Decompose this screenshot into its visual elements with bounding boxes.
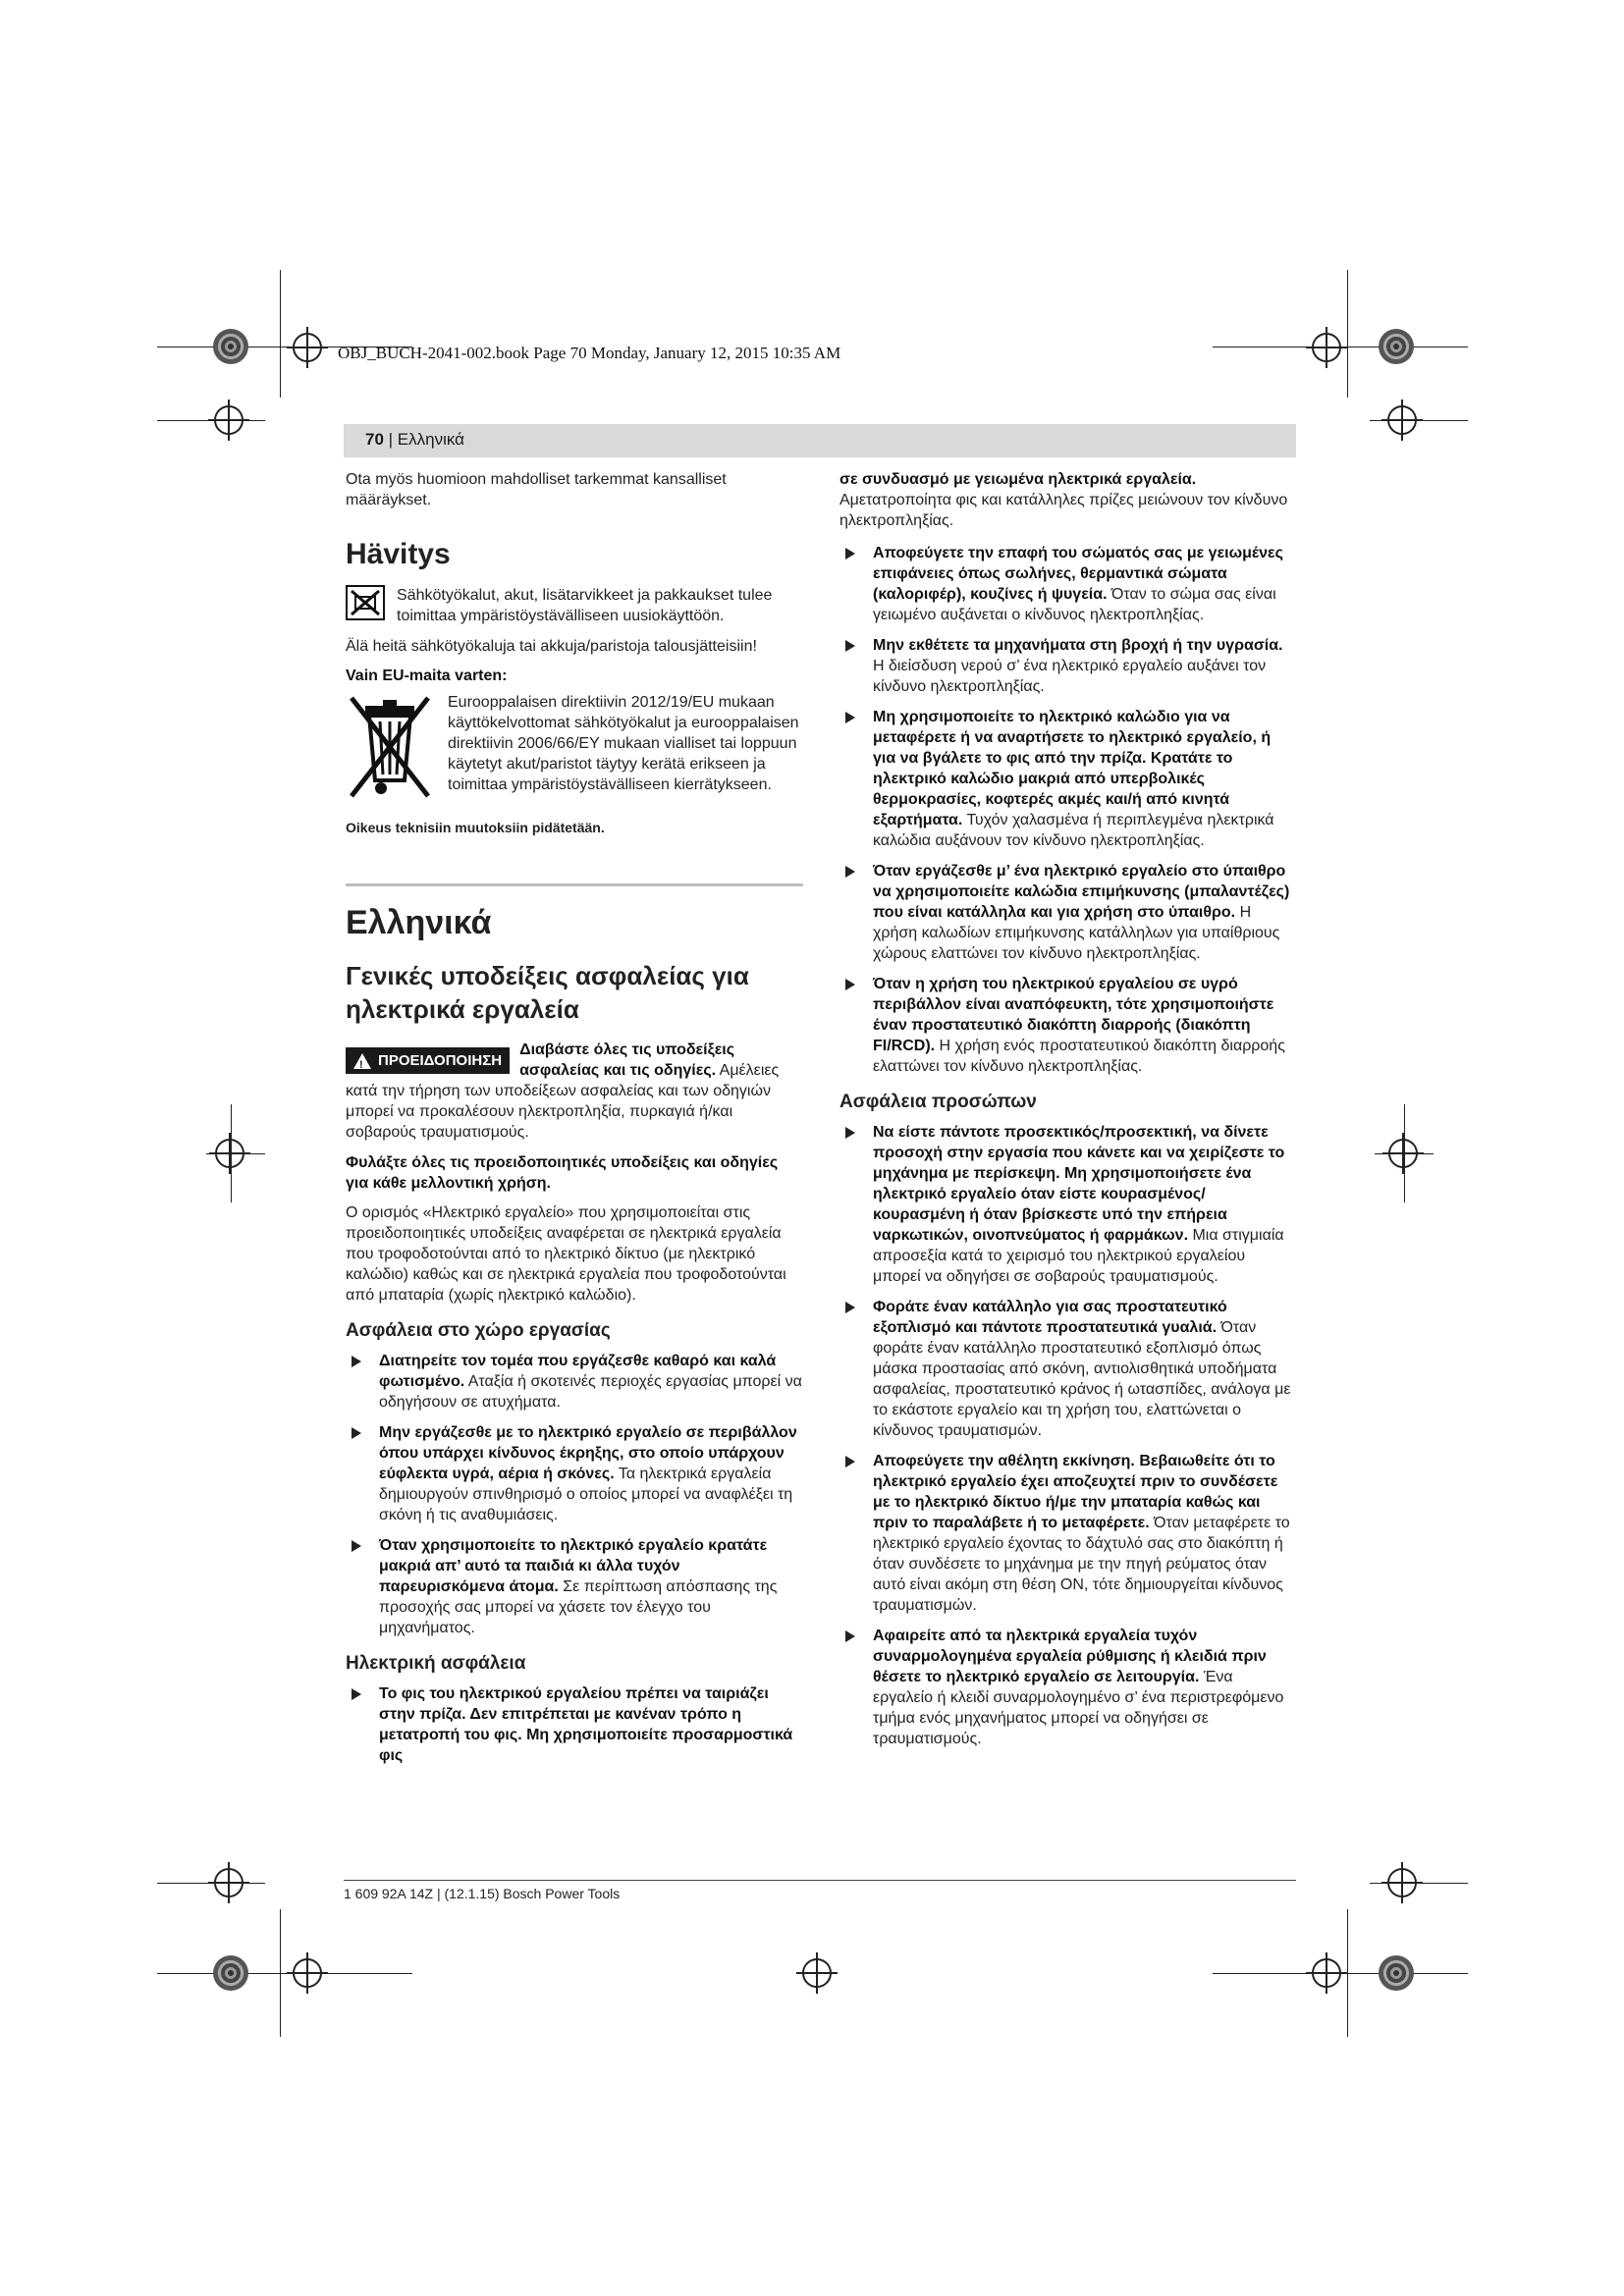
book-file-line: OBJ_BUCH-2041-002.book Page 70 Monday, January 12, 2015 10:35 AM	[338, 344, 841, 362]
weee-row	[346, 692, 803, 808]
registration-crosshair-icon	[293, 333, 322, 362]
general-safety-heading: Γενικές υποδείξεις ασφαλείας για ηλεκτρικά εργαλεία	[346, 961, 749, 1024]
work-area-list	[346, 1351, 803, 1638]
item-text: Σε περίπτωση απόσπασης της προσοχής σας μπορεί να χάσετε τον έλεγχο του μηχανήματος.	[379, 1578, 778, 1636]
list-item	[839, 707, 1293, 851]
list-item	[839, 1626, 1293, 1749]
personal-safety-list	[839, 1122, 1293, 1749]
definition-paragraph: Ο ορισμός «Ηλεκτρικό εργαλείο» που χρησιμοποιείται στις προειδοποιητικές υποδείξεις αναφέρεται σε ηλεκτρικά εργαλεία που τροφοδοτούνται από το ηλεκτρικό δίκτυο (με ηλεκτρικό καλώδιο) καθώς και σε ηλεκτρικά εργαλεία που τροφοδοτούνται από μπαταρία (χωρίς ηλεκτρικό καλώδιο).	[346, 1204, 786, 1304]
personal-safety-heading: Ασφάλεια προσώπων	[839, 1092, 1037, 1112]
header-section: Ελληνικά	[397, 430, 464, 449]
item-text: Η διείσδυση νερού σ’ ένα ηλεκτρικό εργαλείο αυξάνει τον κίνδυνο ηλεκτροπληξίας.	[873, 658, 1267, 695]
registration-crosshair-icon	[1312, 1958, 1341, 1988]
list-item	[346, 1535, 803, 1638]
list-item	[839, 974, 1293, 1077]
registration-rosette-icon	[1379, 1955, 1414, 1991]
item-bold: Το φις του ηλεκτρικού εργαλείου πρέπει να ταιριάζει στην πρίζα. Δεν επιτρέπεται με κανέναν τρόπο η μετατροπή του φις. Μη χρησιμοποιείτε προσαρμοστικά φις	[379, 1685, 793, 1764]
item-bold: Μην εκθέτετε τα μηχανήματα στη βροχή ή την υγρασία.	[873, 637, 1283, 654]
list-item	[346, 1683, 803, 1766]
electrical-list-start	[346, 1683, 803, 1766]
item-bold: Να είστε πάντοτε προσεκτικός/προσεκτική, να δίνετε προσοχή στην εργασία που κάνετε και να χειρίζεστε το μηχάνημα με περίσκεψη. Μη χρησιμοποιήσετε ένα ηλεκτρικό εργαλείο όταν είστε κουρασμένος/κουρασμένη ή όταν βρίσκεστε υπό την επήρεια ναρκωτικών, οινοπνεύματος ή φαρμάκων.	[873, 1124, 1285, 1244]
item-bold: Όταν εργάζεσθε μ’ ένα ηλεκτρικό εργαλείο στο ύπαιθρο να χρησιμοποιείτε καλώδια επιμήκυνσης (μπαλαντέζες) που είναι κατάλληλα και για χρήση στο ύπαιθρο.	[873, 863, 1290, 921]
eu-directive-text: Eurooppalaisen direktiivin 2012/19/EU mukaan käyttökelvottomat sähkötyökalut ja eurooppalaisen direktiivin 2006/66/EY mukaan vialliset tai loppuun käytetyt akut/paristot täytyy kerätä erikseen ja toimittaa ympäristöystävälliseen kierrätykseen.	[448, 694, 799, 793]
item-text: Αμετατροποίητα φις και κατάλληλες πρίζες μειώνουν τον κίνδυνο ηλεκτροπληξίας.	[839, 492, 1288, 529]
disposal-row	[346, 585, 803, 626]
item-text: Η χρήση καλωδίων επιμήκυνσης κατάλληλων για υπαίθριους χώρους ελαττώνει τον κίνδυνο ηλεκτροπληξίας.	[873, 904, 1280, 962]
registration-crosshair-icon	[802, 1958, 832, 1988]
footer-text: 1 609 92A 14Z | (12.1.15) Bosch Power Tools	[344, 1886, 621, 1901]
item-text: Όταν φοράτε έναν κατάλληλο προστατευτικό εξοπλισμό όπως μάσκα προστασίας από σκόνη, αντιολισθητικά υποδήματα ασφαλείας, προστατευτικό κράνος ή ωτασπίδες, ανάλογα με το εκάστοτε εργαλείο και τη χρήση του, ελαττώνεται ο κίνδυνος τραυματισμών.	[873, 1319, 1291, 1439]
list-item	[346, 1422, 803, 1525]
item-text: Όταν το σώμα σας είναι γειωμένο αυξάνεται ο κίνδυνος ηλεκτροπληξίας.	[873, 586, 1276, 623]
list-item	[346, 1351, 803, 1413]
section-divider	[346, 883, 803, 886]
warning-body-text: Αμέλειες κατά την τήρηση των υποδείξεων ασφαλείας και των οδηγιών μπορεί να προκαλέσουν ηλεκτροπληξία, πυρκαγιά ή/και σοβαρούς τραυματισμούς.	[346, 1062, 780, 1141]
eu-heading: Vain EU-maita varten:	[346, 667, 508, 684]
registration-crosshair-icon	[1387, 1868, 1417, 1897]
household-waste-warning: Älä heitä sähkötyökaluja tai akkuja/paristoja talousjätteisiin!	[346, 638, 757, 655]
list-item	[839, 1451, 1293, 1616]
warning-label: ΠΡΟΕΙΔΟΠΟΙΗΣΗ	[378, 1052, 503, 1069]
work-area-heading: Ασφάλεια στο χώρο εργασίας	[346, 1320, 611, 1341]
list-item	[839, 1122, 1293, 1287]
registration-crosshair-icon	[215, 1139, 244, 1168]
greek-section-heading: Ελληνικά	[346, 904, 492, 941]
item-text: Τα ηλεκτρικά εργαλεία δημιουργούν σπινθηρισμό ο οποίος μπορεί να αναφλέξει τη σκόνη ή τις αναθυμιάσεις.	[379, 1466, 793, 1523]
registration-crosshair-icon	[1312, 333, 1341, 362]
list-item	[839, 1297, 1293, 1441]
item-text: Μια στιγμιαία απροσεξία κατά το χειρισμό του ηλεκτρικού εργαλείου μπορεί να οδηγήσει σε σοβαρούς τραυματισμούς.	[873, 1227, 1284, 1285]
registration-crosshair-icon	[214, 405, 244, 435]
header-separator: |	[383, 430, 398, 449]
continued-paragraph	[839, 469, 1293, 531]
electrical-safety-heading: Ηλεκτρική ασφάλεια	[346, 1653, 526, 1674]
registration-crosshair-icon	[214, 1868, 244, 1897]
recycle-packaging-icon	[346, 585, 385, 626]
page-header-label	[365, 430, 464, 450]
rights-reserved: Oikeus teknisiin muutoksiin pidätetään.	[346, 820, 605, 835]
item-text: Αταξία ή σκοτεινές περιοχές εργασίας μπορεί να οδηγήσουν σε ατυχήματα.	[379, 1373, 802, 1411]
disposal-text: Sähkötyökalut, akut, lisätarvikkeet ja pakkaukset tulee toimittaa ympäristöystävälliseen uusiokäyttöön.	[397, 587, 773, 624]
item-bold: Όταν η χρήση του ηλεκτρικού εργαλείου σε υγρό περιβάλλον είναι αναπόφευκτη, τότε χρησιμοποιήστε έναν προστατευτικό διακόπτη διαρροής (διακόπτη FI/RCD).	[873, 976, 1274, 1054]
item-bold: Αποφεύγετε την επαφή του σώματός σας με γειωμένες επιφάνειες όπως σωλήνες, θερμαντικά σώματα (καλοριφέρ), κουζίνες ή ψυγεία.	[873, 545, 1283, 603]
footer-divider	[344, 1880, 1296, 1881]
item-bold: Διατηρείτε τον τομέα που εργάζεσθε καθαρό και καλά φωτισμένο.	[379, 1353, 777, 1390]
registration-crosshair-icon	[1387, 405, 1417, 435]
warning-bold-text: Διαβάστε όλες τις υποδείξεις ασφαλείας και τις οδηγίες.	[519, 1041, 735, 1079]
registration-rosette-icon	[1379, 329, 1414, 364]
item-bold: Αποφεύγετε την αθέλητη εκκίνηση. Βεβαιωθείτε ότι το ηλεκτρικό εργαλείο έχει αποζευχτεί πριν το συνδέσετε με το ηλεκτρικό δίκτυο ή/με την μπαταρία καθώς και πριν το παραλάβετε ή το μεταφέρετε.	[873, 1453, 1278, 1531]
electrical-list	[839, 543, 1293, 1077]
registration-rosette-icon	[213, 1955, 248, 1991]
list-item	[839, 635, 1293, 697]
intro-paragraph: Ota myös huomioon mahdolliset tarkemmat kansalliset määräykset.	[346, 471, 727, 508]
item-bold: σε συνδυασμό με γειωμένα ηλεκτρικά εργαλεία.	[839, 471, 1197, 488]
page-header	[344, 424, 1296, 457]
item-bold: Μην εργάζεσθε με το ηλεκτρικό εργαλείο σε περιβάλλον όπου υπάρχει κίνδυνος έκρηξης, στο οποίο υπάρχουν εύφλεκτα υγρά, αέρια ή σκόνες.	[379, 1424, 797, 1482]
registration-crosshair-icon	[293, 1958, 322, 1988]
item-bold: Αφαιρείτε από τα ηλεκτρικά εργαλεία τυχόν συναρμολογημένα εργαλεία ρύθμισης ή κλειδιά πριν θέσετε το ηλεκτρικό εργαλείο σε λειτουργία.	[873, 1628, 1267, 1685]
registration-crosshair-icon	[1388, 1139, 1418, 1168]
item-text: Ένα εργαλείο ή κλειδί συναρμολογημένο σ’ ένα περιστρεφόμενο τμήμα ενός μηχανήματος μπορεί να οδηγήσει σε τραυματισμούς.	[873, 1669, 1284, 1747]
warning-badge	[346, 1047, 510, 1074]
item-text: Τυχόν χαλασμένα ή περιπλεγμένα ηλεκτρικά καλώδια αυξάνουν τον κίνδυνο ηλεκτροπληξίας.	[873, 812, 1274, 849]
keep-instructions: Φυλάξτε όλες τις προειδοποιητικές υποδείξεις και οδηγίες για κάθε μελλοντική χρήση.	[346, 1154, 779, 1192]
havitys-heading: Hävitys	[346, 538, 451, 570]
registration-rosette-icon	[213, 329, 248, 364]
item-text: Όταν μεταφέρετε το ηλεκτρικό εργαλείο έχοντας το δάχτυλό σας στο διακόπτη ή όταν συνδέσετε το μηχάνημα με την πηγή ρεύματος όταν αυτό είναι ακόμη στη θέση ON, τότε δημιουργείται κίνδυνος τραυματισμών.	[873, 1515, 1290, 1614]
list-item	[839, 861, 1293, 964]
warning-block	[346, 1040, 803, 1143]
crossed-bin-icon	[348, 692, 432, 808]
item-bold: Όταν χρησιμοποιείτε το ηλεκτρικό εργαλείο κρατάτε μακριά απ’ αυτό τα παιδιά κι άλλα τυχόν παρευρισκόμενα άτομα.	[379, 1537, 768, 1595]
item-bold: Φοράτε έναν κατάλληλο για σας προστατευτικό εξοπλισμό και πάντοτε προστατευτικά γυαλιά.	[873, 1299, 1227, 1336]
list-item	[839, 543, 1293, 625]
item-bold: Μη χρησιμοποιείτε το ηλεκτρικό καλώδιο για να μεταφέρετε ή να αναρτήσετε το ηλεκτρικό εργαλείο, ή για να βγάλετε το φις από την πρίζα. Κρατάτε το ηλεκτρικό καλώδιο μακριά από υπερβολικές θερμοκρασίες, κοφτερές ακμές και/ή από κινητά εξαρτήματα.	[873, 709, 1272, 828]
page-number: 70	[365, 430, 384, 449]
right-column	[839, 469, 1293, 1759]
item-text: Η χρήση ενός προστατευτικού διακόπτη διαρροής ελαττώνει τον κίνδυνο ηλεκτροπληξίας.	[873, 1038, 1285, 1075]
warning-triangle-icon	[353, 1053, 371, 1069]
left-column	[346, 469, 803, 1776]
